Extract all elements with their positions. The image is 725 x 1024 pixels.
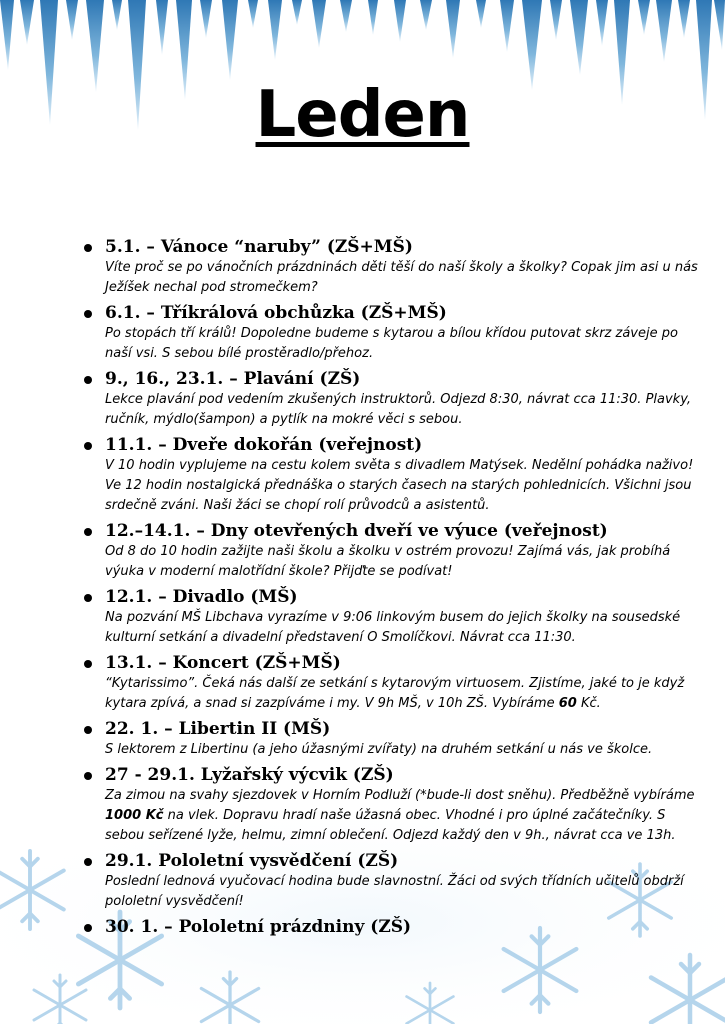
event-description: V 10 hodin vyplujeme na cestu kolem světa s divadlem Matýsek. Nedělní pohádka naživo! Ve 12 hodin nostalgická přednáška o starých časech na starých pohlednicích. Všichni jsou srdečně zváni. Naši žáci se chopí rolí průvodců a asistentů.	[105, 458, 694, 513]
event-item-koncert	[80, 652, 700, 714]
bullet-icon	[84, 376, 92, 384]
event-item-vanoce-naruby	[80, 236, 700, 298]
description-text: “Kytarissimo”. Čeká nás další ze setkání s kytarovým virtuosem. Zjistíme, jaké to je když kytara zpívá, a snad si zazpíváme i my. V 9h MŠ, v 10h ZŠ. Vybíráme	[105, 676, 685, 711]
event-description: Poslední lednová vyučovací hodina bude slavnostní. Žáci od svých třídních učitelů obdrží pololetní vysvědčení!	[105, 874, 684, 909]
event-item-plavani	[80, 368, 700, 430]
event-item-lyzarsky-vycvik	[80, 764, 700, 846]
bullet-icon	[84, 660, 92, 668]
description-text: Za zimou na svahy sjezdovek v Horním Podluží (*bude-li dost sněhu). Předběžně vybíráme	[105, 788, 695, 803]
event-list	[80, 236, 700, 942]
event-item-pololetni-prazdniny	[80, 916, 700, 938]
bullet-icon	[84, 442, 92, 450]
event-description: S lektorem z Libertinu (a jeho úžasnými zvířaty) na druhém setkání u nás ve školce.	[105, 742, 653, 757]
bullet-icon	[84, 924, 92, 932]
price-amount: 60	[558, 696, 577, 711]
event-heading: 29.1. Pololetní vysvědčení (ZŠ)	[105, 851, 399, 871]
event-heading: 6.1. – Tříkrálová obchůzka (ZŠ+MŠ)	[105, 303, 447, 323]
event-item-dvere-dokoran	[80, 434, 700, 516]
event-description: Víte proč se po vánočních prázdninách děti těší do naší školy a školky? Copak jim asi u nás Ježíšek nechal pod stromečkem?	[105, 260, 698, 295]
event-heading: 13.1. – Koncert (ZŠ+MŠ)	[105, 653, 341, 673]
bullet-icon	[84, 594, 92, 602]
event-description: Na pozvání MŠ Libchava vyrazíme v 9:06 linkovým busem do jejich školky na sousedské kulturní setkání a divadelní představení O Smolíčkovi. Návrat cca 11:30.	[105, 610, 681, 645]
event-heading: 5.1. – Vánoce “naruby” (ZŠ+MŠ)	[105, 237, 413, 257]
event-heading: 30. 1. – Pololetní prázdniny (ZŠ)	[105, 917, 412, 937]
event-heading: 12.–14.1. – Dny otevřených dveří ve výuce (veřejnost)	[105, 521, 608, 541]
event-heading: 22. 1. – Libertin II (MŠ)	[105, 719, 331, 739]
event-item-divadlo	[80, 586, 700, 648]
event-description: Po stopách tří králů! Dopoledne budeme s kytarou a bílou křídou putovat skrz záveje po naší vsi. S sebou bílé prostěradlo/přehoz.	[105, 326, 678, 361]
bullet-icon	[84, 310, 92, 318]
event-item-dny-otevrenych-dveri	[80, 520, 700, 582]
event-heading: 27 - 29.1. Lyžařský výcvik (ZŠ)	[105, 765, 394, 785]
event-item-libertin	[80, 718, 700, 760]
description-text: Kč.	[576, 696, 601, 711]
event-heading: 11.1. – Dveře dokořán (veřejnost)	[105, 435, 423, 455]
event-description: Od 8 do 10 hodin zažijte naši školu a školku v ostrém provozu! Zajímá vás, jak probíhá výuka v moderní malotřídní škole? Přijďte se podívat!	[105, 544, 671, 579]
event-description	[105, 786, 700, 846]
event-item-trikralova-obchuzka	[80, 302, 700, 364]
event-description: Lekce plavání pod vedením zkušených instruktorů. Odjezd 8:30, návrat cca 11:30. Plavky, ručník, mýdlo(šampon) a pytlík na mokré věci s sebou.	[105, 392, 692, 427]
event-heading: 9., 16., 23.1. – Plavání (ZŠ)	[105, 369, 361, 389]
event-description	[105, 674, 700, 714]
description-text: na vlek. Dopravu hradí naše úžasná obec. Vhodné i pro úplné začátečníky. S sebou seřízené lyže, helmu, zimní oblečení. Odjezd každý den v 9h., návrat cca ve 13h.	[105, 808, 676, 843]
price-amount: 1000 Kč	[105, 808, 164, 823]
bullet-icon	[84, 858, 92, 866]
bullet-icon	[84, 244, 92, 252]
bullet-icon	[84, 528, 92, 536]
event-heading: 12.1. – Divadlo (MŠ)	[105, 587, 298, 607]
bullet-icon	[84, 726, 92, 734]
page-title: Leden	[255, 78, 470, 152]
bullet-icon	[84, 772, 92, 780]
event-item-pololetni-vysvedceni	[80, 850, 700, 912]
